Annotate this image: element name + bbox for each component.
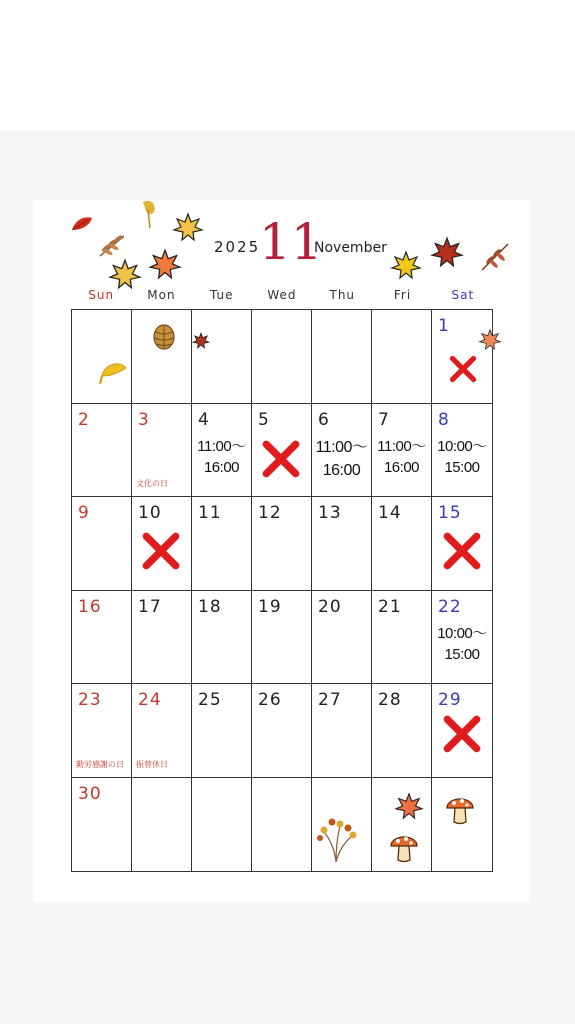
day-cell-empty [192, 310, 252, 404]
day-cell-empty [432, 778, 492, 872]
day-number: 18 [198, 596, 222, 617]
maple-leaf-icon [394, 792, 424, 820]
day-number: 20 [318, 596, 342, 617]
day-cell-2[interactable] [72, 404, 132, 498]
day-cell-24[interactable] [132, 684, 192, 778]
closed-x-icon [260, 438, 302, 480]
holiday-label: 文化の日 [136, 479, 168, 488]
day-cell-4[interactable] [192, 404, 252, 498]
business-hours [372, 436, 431, 478]
day-cell-30[interactable] [72, 778, 132, 872]
bottom-background [0, 960, 575, 1024]
weekday-thu: Thu [329, 288, 356, 302]
month-number: 11 [259, 213, 323, 271]
maple-leaf-icon [148, 248, 182, 280]
holiday-label: 勤労感謝の日 [76, 759, 124, 769]
day-number: 24 [138, 690, 162, 710]
holiday-label: 振替休日 [136, 759, 168, 769]
hours-start: 10:00～ [437, 624, 487, 642]
weekday-sat: Sat [451, 288, 475, 302]
day-cell-7[interactable] [372, 404, 432, 498]
hours-start: 11:00～ [197, 437, 246, 455]
day-cell-18[interactable] [192, 591, 252, 685]
day-cell-5[interactable] [252, 404, 312, 498]
closed-x-icon [441, 530, 483, 572]
day-number: 7 [378, 409, 390, 430]
hours-end: 16:00 [203, 458, 240, 476]
weekday-mon: Mon [147, 288, 176, 302]
day-cell-28[interactable] [372, 684, 432, 778]
day-cell-1[interactable] [432, 310, 492, 404]
hours-start: 10:00～ [437, 437, 487, 455]
day-number: 27 [318, 690, 342, 710]
day-number: 4 [198, 409, 210, 430]
day-number: 26 [258, 690, 282, 710]
day-number: 15 [438, 503, 462, 523]
hours-end: 16:00 [383, 458, 420, 476]
day-number: 12 [258, 503, 282, 523]
day-cell-empty [372, 778, 432, 872]
day-number: 29 [438, 690, 462, 710]
day-cell-23[interactable] [72, 684, 132, 778]
calendar-grid [71, 309, 493, 872]
day-cell-21[interactable] [372, 591, 432, 685]
day-cell-26[interactable] [252, 684, 312, 778]
day-cell-10[interactable] [132, 497, 192, 591]
maple-leaf-icon [390, 250, 422, 280]
day-cell-19[interactable] [252, 591, 312, 685]
mushroom-icon [444, 792, 476, 826]
maple-leaf-icon [478, 328, 502, 351]
weekday-wed: Wed [267, 288, 297, 302]
red-leaf-icon [70, 216, 94, 234]
day-cell-25[interactable] [192, 684, 252, 778]
day-number: 14 [378, 503, 402, 523]
weekday-header [71, 288, 493, 304]
day-cell-empty [252, 310, 312, 404]
day-cell-14[interactable] [372, 497, 432, 591]
day-number: 25 [198, 690, 222, 710]
hours-end: 15:00 [444, 645, 480, 663]
day-cell-11[interactable] [192, 497, 252, 591]
day-cell-empty [252, 778, 312, 872]
day-number: 22 [438, 596, 462, 617]
day-cell-empty [312, 778, 372, 872]
day-cell-empty [192, 778, 252, 872]
day-number: 9 [78, 503, 90, 523]
day-cell-empty [312, 310, 372, 404]
day-cell-empty [132, 310, 192, 404]
day-cell-12[interactable] [252, 497, 312, 591]
year-label: 2025 [214, 238, 261, 256]
maple-leaf-icon [172, 212, 204, 242]
day-number: 3 [138, 409, 150, 430]
closed-x-icon [441, 713, 483, 755]
day-cell-27[interactable] [312, 684, 372, 778]
business-hours [432, 623, 492, 665]
day-cell-9[interactable] [72, 497, 132, 591]
berry-branch-icon [314, 808, 358, 864]
ginkgo-leaf-icon [140, 198, 158, 230]
business-hours [192, 436, 251, 478]
day-number: 17 [138, 596, 162, 617]
day-cell-8[interactable] [432, 404, 492, 498]
day-number: 13 [318, 503, 342, 523]
weekday-tue: Tue [209, 288, 234, 302]
day-number: 21 [378, 596, 402, 617]
day-cell-17[interactable] [132, 591, 192, 685]
fern-leaf-icon [96, 232, 128, 260]
day-cell-empty [372, 310, 432, 404]
day-cell-13[interactable] [312, 497, 372, 591]
day-number: 19 [258, 596, 282, 617]
maple-leaf-icon [108, 258, 142, 290]
day-number: 30 [78, 783, 102, 804]
maple-leaf-icon [192, 332, 210, 349]
day-number: 16 [78, 596, 102, 617]
day-cell-empty [132, 778, 192, 872]
day-number: 28 [378, 690, 402, 710]
ginkgo-leaf-icon [98, 358, 130, 386]
top-background [0, 0, 575, 130]
closed-x-icon [448, 354, 478, 384]
hours-end: 16:00 [322, 461, 361, 479]
day-number: 6 [318, 409, 330, 430]
weekday-sun: Sun [88, 288, 115, 302]
pinecone-icon [152, 320, 176, 350]
business-hours [432, 436, 492, 478]
business-hours [312, 436, 371, 482]
day-cell-22[interactable] [432, 591, 492, 685]
hours-start: 11:00～ [377, 437, 426, 455]
day-number: 23 [78, 690, 102, 710]
day-cell-3[interactable] [132, 404, 192, 498]
weekday-fri: Fri [393, 288, 412, 302]
month-name: November [314, 240, 387, 256]
hours-end: 15:00 [444, 458, 480, 476]
day-number: 5 [258, 409, 270, 430]
day-cell-15[interactable] [432, 497, 492, 591]
mushroom-icon [388, 830, 420, 864]
berry-branch-icon [478, 240, 512, 274]
day-number: 1 [438, 316, 450, 336]
closed-x-icon [140, 530, 182, 572]
day-number: 10 [138, 503, 162, 523]
hours-start: 11:00～ [315, 438, 368, 456]
day-cell-29[interactable] [432, 684, 492, 778]
day-number: 2 [78, 409, 90, 430]
day-number: 8 [438, 409, 450, 430]
day-number: 11 [198, 503, 222, 523]
day-cell-6[interactable] [312, 404, 372, 498]
day-cell-16[interactable] [72, 591, 132, 685]
day-cell-20[interactable] [312, 591, 372, 685]
maple-leaf-icon [430, 236, 464, 268]
day-cell-empty [72, 310, 132, 404]
